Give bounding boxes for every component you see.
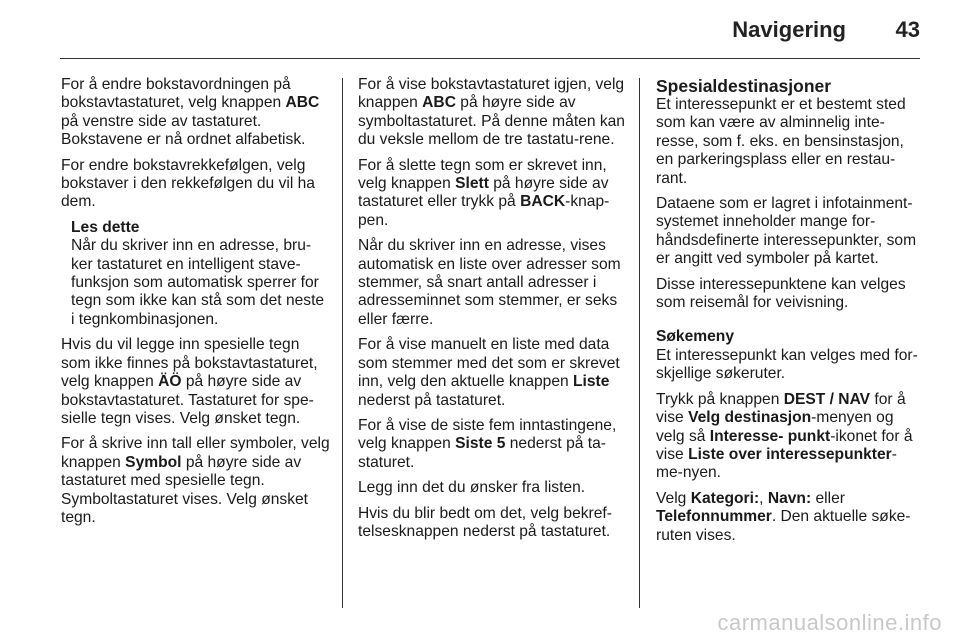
column-divider-2 bbox=[639, 78, 640, 608]
column-2 bbox=[358, 76, 628, 548]
column-3 bbox=[656, 76, 922, 552]
col1-paragraph-1: For å endre bokstavordningen på bokstavtastaturet, velg knappen ABC på venstre side av tastaturet. Bokstavene er nå ordnet alfabetisk. bbox=[61, 76, 320, 149]
col2-paragraph-3: Når du skriver inn en adresse, vises automatisk en liste over adresser som stemmer, så snart antall adresser i adresseminnet som stemmer, er seks eller færre. bbox=[358, 237, 621, 328]
note-box bbox=[71, 219, 331, 329]
col1-paragraph-3: Hvis du vil legge inn spesielle tegn som ikke finnes på bokstavtastaturet, velg knappen ÄÖ på høyre side av bokstavtastaturet. Tastaturet for spe-sielle tegn vises. Velg ønsket tegn. bbox=[61, 336, 318, 427]
page-header bbox=[0, 0, 960, 58]
col2-paragraph-6: Legg inn det du ønsker fra listen. bbox=[358, 479, 586, 497]
watermark: carmanualsonline.info bbox=[717, 610, 942, 635]
col2-paragraph-4: For å vise manuelt en liste med data som stemmer med det som er skrevet inn, velg den aktuelle knappen Liste nederst på tastaturet. bbox=[358, 336, 620, 409]
col2-paragraph-1: For å vise bokstavtastaturet igjen, velg knappen ABC på høyre side av symboltastaturet. På denne måten kan du veksle mellom de tre tastatu-rene. bbox=[358, 76, 625, 149]
column-1 bbox=[61, 76, 331, 534]
col3-paragraph-5: Trykk på knappen DEST / NAV for å vise Velg destinasjon-menyen og velg så Interesse- punkt-ikonet for å vise Liste over interessepunkter-me-nyen. bbox=[656, 390, 913, 482]
col2-paragraph-2: For å slette tegn som er skrevet inn, velg knappen Slett på høyre side av tastaturet eller trykk på BACK-knap-pen. bbox=[358, 156, 610, 229]
col1-paragraph-4: For å skrive inn tall eller symboler, velg knappen Symbol på høyre side av tastaturet med spesielle tegn. Symboltastaturet vises. Velg ønsket tegn. bbox=[61, 435, 330, 526]
col3-paragraph-1: Et interessepunkt er et bestemt sted som kan være av alminnelig inte-resse, som f. eks. en bensinstasjon, en parkeringsplass eller en restau-rant. bbox=[656, 96, 906, 187]
page-title: Navigering bbox=[732, 17, 846, 42]
col2-paragraph-5: For å vise de siste fem inntastingene, velg knappen Siste 5 nederst på ta-staturet. bbox=[358, 416, 617, 471]
note-title: Les dette bbox=[71, 218, 140, 236]
section-heading: Spesialdestinasjoner bbox=[656, 76, 832, 96]
col3-paragraph-2: Dataene som er lagret i infotainment-systemet inneholder mange for-håndsdefinerte interessepunkter, som er angitt ved symboler på kartet. bbox=[656, 195, 917, 268]
col3-paragraph-6: Velg Kategori:, Navn: eller Telefonnummer. Den aktuelle søke-ruten vises. bbox=[656, 489, 911, 544]
col2-paragraph-7: Hvis du blir bedt om det, velg bekref-telsesknappen nederst på tastaturet. bbox=[358, 504, 612, 540]
col3-paragraph-4: Et interessepunkt kan velges med for-skjellige søkeruter. bbox=[656, 346, 918, 383]
col3-paragraph-3: Disse interessepunktene kan velges som reisemål for veivisning. bbox=[656, 275, 906, 312]
col1-paragraph-2: For endre bokstavrekkefølgen, velg bokstaver i den rekkefølgen du vil ha dem. bbox=[61, 156, 315, 211]
note-body: Når du skriver inn en adresse, bru-ker tastaturet en intelligent stave-funksjon som automatisk sperrer for tegn som ikke kan stå som det neste i tegnkombinasjonen. bbox=[71, 237, 325, 328]
column-divider-1 bbox=[342, 78, 343, 608]
header-rule bbox=[60, 58, 920, 59]
subsection-heading: Søkemeny bbox=[656, 328, 735, 346]
page-number: 43 bbox=[895, 17, 920, 42]
